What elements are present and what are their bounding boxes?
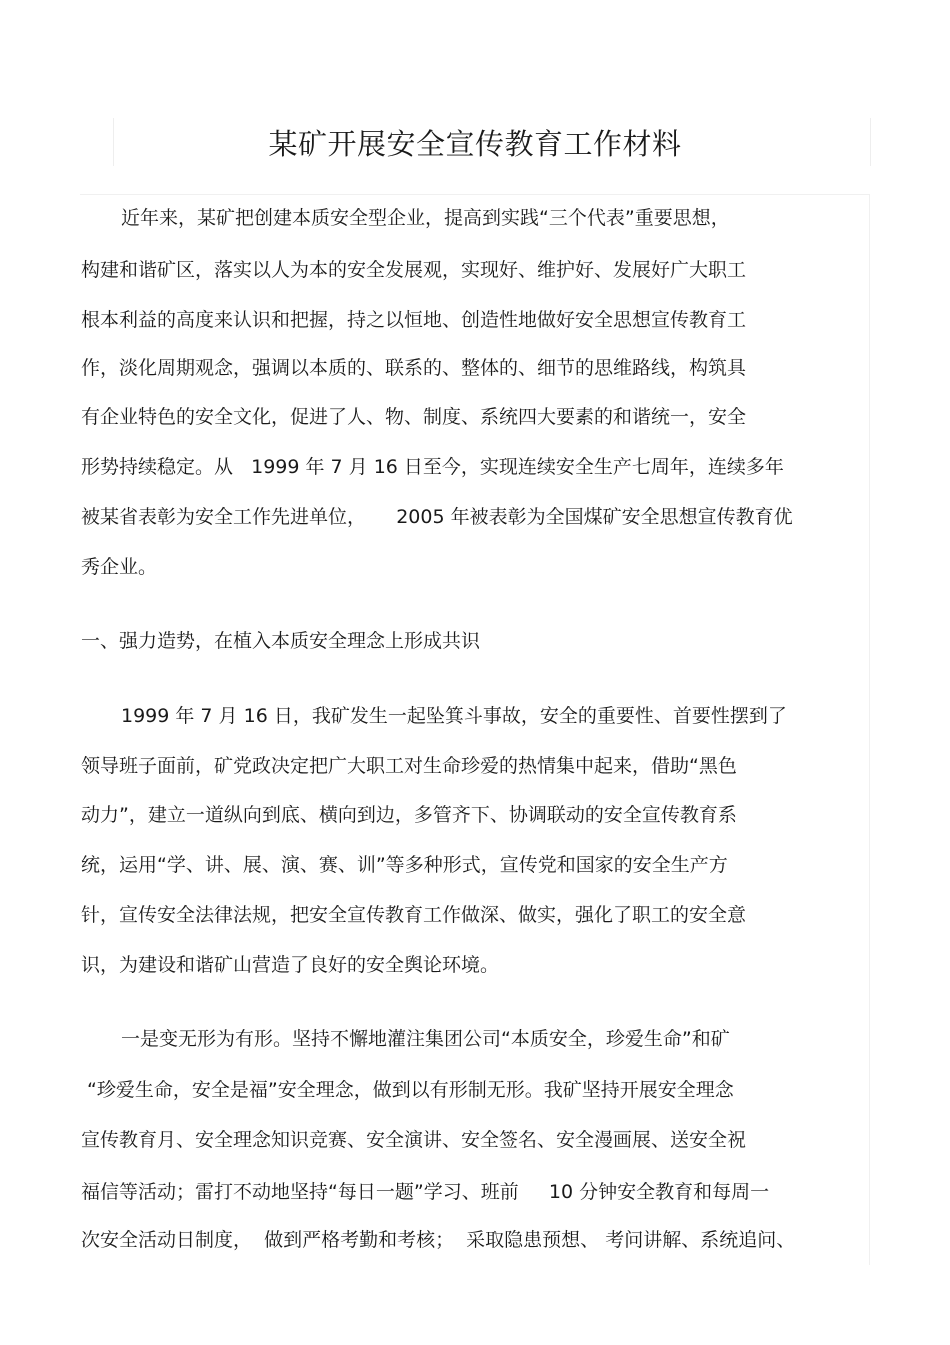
paragraph-2-line-6: 识，为建设和谐矿山营造了良好的安全舆论环境。 — [81, 954, 500, 976]
paragraph-3-line-1: 一是变无形为有形。坚持不懈地灌注集团公司“本质安全，珍爱生命”和矿 — [121, 1028, 730, 1050]
paragraph-1-line-3: 根本利益的高度来认识和把握，持之以恒地、创造性地做好安全思想宣传教育工 — [81, 309, 747, 331]
paragraph-1-line-6: 形势持续稳定。从 1999 年 7 月 16 日至今，实现连续安全生产七周年，连续多年 — [81, 456, 784, 478]
paragraph-2-line-3: 动力”，建立一道纵向到底、横向到边，多管齐下、协调联动的安全宣传教育系 — [81, 804, 737, 826]
paragraph-1-line-2: 构建和谐矿区，落实以人为本的安全发展观，实现好、维护好、发展好广大职工 — [81, 259, 747, 281]
paragraph-3-line-2: “珍爱生命，安全是福”安全理念，做到以有形制无形。我矿坚持开展安全理念 — [81, 1079, 734, 1101]
paragraph-2-line-2: 领导班子面前，矿党政决定把广大职工对生命珍爱的热情集中起来，借助“黑色 — [81, 755, 737, 777]
paragraph-2-line-5: 针，宣传安全法律法规，把安全宣传教育工作做深、做实，强化了职工的安全意 — [81, 904, 747, 926]
paragraph-1-line-5: 有企业特色的安全文化，促进了人、物、制度、系统四大要素的和谐统一，安全 — [81, 406, 747, 428]
paragraph-1-line-4: 作，淡化周期观念，强调以本质的、联系的、整体的、细节的思维路线，构筑具 — [81, 357, 747, 379]
section-heading-1: 一、强力造势，在植入本质安全理念上形成共识 — [81, 630, 481, 652]
paragraph-3-line-5: 次安全活动日制度， 做到严格考勤和考核； 采取隐患预想、 考问讲解、系统追问、 — [81, 1229, 796, 1251]
paragraph-2-line-1: 1999 年 7 月 16 日，我矿发生一起坠箕斗事故，安全的重要性、首要性摆到了 — [121, 705, 787, 727]
paragraph-3-line-3: 宣传教育月、安全理念知识竞赛、安全演讲、安全签名、安全漫画展、送安全祝 — [81, 1129, 747, 1151]
paragraph-3-line-4: 福信等活动；雷打不动地坚持“每日一题”学习、班前 10 分钟安全教育和每周一 — [81, 1181, 770, 1203]
document-title: 某矿开展安全宣传教育工作材料 — [268, 127, 682, 161]
paragraph-2-line-4: 统，运用“学、讲、展、演、赛、训”等多种形式，宣传党和国家的安全生产方 — [81, 854, 728, 876]
paragraph-1-line-1: 近年来，某矿把创建本质安全型企业，提高到实践“三个代表”重要思想， — [121, 207, 730, 229]
paragraph-1-line-7: 被某省表彰为安全工作先进单位， 2005 年被表彰为全国煤矿安全思想宣传教育优 — [81, 506, 793, 528]
paragraph-1-line-8: 秀企业。 — [81, 556, 158, 578]
